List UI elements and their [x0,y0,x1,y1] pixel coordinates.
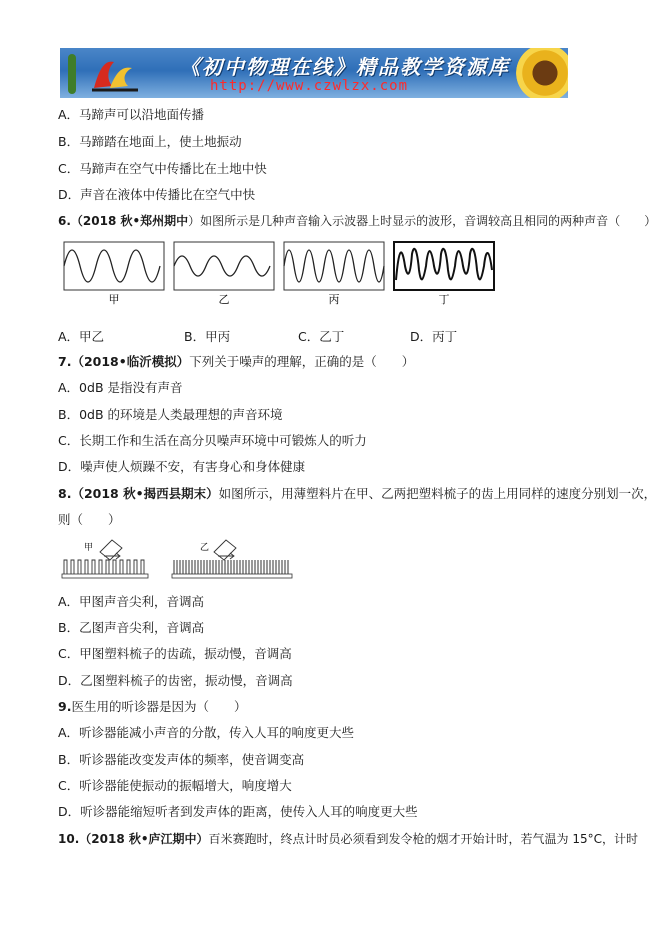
q8-option-a: A．甲图声音尖利，音调高 [58,594,205,609]
q6-source: （2018 秋•郑州期中 [70,214,189,228]
q9-stem: 医生用的听诊器是因为（ ） [71,699,247,714]
q5-option-b: B．马蹄踏在地面上，使土地振动 [58,134,242,149]
q7-number: 7. [58,354,72,369]
sunflower-icon [516,48,568,98]
q9-option-a: A．听诊器能减小声音的分散，传入人耳的响度更大些 [58,725,355,740]
q7-option-b: B．0dB 的环境是人类最理想的声音环境 [58,407,283,422]
q7-option-c: C．长期工作和生活在高分贝噪声环境中可锻炼人的听力 [58,433,367,448]
q10-question [58,831,638,847]
q5-option-a: A．马蹄声可以沿地面传播 [58,107,205,122]
comb-yi [172,540,292,578]
waveform-box-jia [64,242,164,290]
banner-url[interactable]: http://www.czwlzx.com [210,78,409,94]
q6-option-a: A．甲乙 [58,329,105,344]
q9-option-c: C．听诊器能使振动的振幅增大，响度增大 [58,778,292,793]
q9-option-b: B．听诊器能改变发声体的频率，使音调变高 [58,752,305,767]
q7-option-a: A．0dB 是指没有声音 [58,380,183,395]
q6-question [58,213,656,229]
q6-paren: （ ） [608,214,657,228]
q10-number: 10. [58,832,80,846]
q8-comb-figure [60,536,300,580]
waveform-ding [396,249,492,280]
waveform-bing [284,250,384,282]
q6-option-d: D．丙丁 [410,329,458,344]
q8-number: 8. [58,486,72,501]
q6-stem: ）如图所示是几种声音输入示波器上时显示的波形，音调较高且相同的两种声音 [188,214,609,228]
q8-option-c: C．甲图塑料梳子的齿疏，振动慢，音调高 [58,646,292,661]
waveform-label-yi: 乙 [218,293,230,306]
q8-stem-continued: 则（ ） [58,512,121,527]
q8-stem: 如图所示，用薄塑料片在甲、乙两把塑料梳子的齿上用同样的速度分别划一次， [218,486,657,501]
q6-options [58,327,457,345]
q10-stem: 百米赛跑时，终点计时员必须看到发令枪的烟才开始计时，若气温为 15°C，计时 [208,832,638,846]
q8-option-d: D．乙图塑料梳子的齿密，振动慢，音调高 [58,673,293,688]
q7-stem: 下列关于噪声的理解，正确的是（ ） [189,354,415,369]
q5-option-c: C．马蹄声在空气中传播比在土地中快 [58,161,267,176]
header-banner [60,48,568,98]
q9-option-d: D．听诊器能缩短听者到发声体的距离，使传入人耳的响度更大些 [58,804,418,819]
waveform-label-ding: 丁 [438,293,450,306]
comb-label-jia: 甲 [84,543,94,553]
q7-source: （2018•临沂模拟） [71,354,190,369]
waveform-jia [64,250,160,282]
comb-jia [62,540,148,578]
q6-option-b: B．甲丙 [184,329,231,344]
banner-title: 《初中物理在线》精品教学资源库 [180,55,510,79]
q8-source: （2018 秋•揭西县期末） [71,486,219,501]
q6-option-c: C．乙丁 [298,329,345,344]
q7-question [58,354,414,370]
comb-label-yi: 乙 [200,543,210,553]
q8-option-b: B．乙图声音尖利，音调高 [58,620,205,635]
site-logo-icon [88,56,148,92]
q9-question [58,699,246,715]
q6-waveform-figure [62,240,502,306]
waveform-label-bing: 丙 [328,293,340,306]
q7-option-d: D．噪声使人烦躁不安，有害身心和身体健康 [58,459,306,474]
q8-question [58,486,656,502]
q10-source: （2018 秋•庐江期中） [79,832,209,846]
waveform-label-jia: 甲 [108,293,120,306]
waveform-yi [174,256,270,276]
flower-stem-decoration [68,54,76,94]
q6-number: 6. [58,214,71,228]
waveform-box-yi [174,242,274,290]
q9-number: 9. [58,699,72,714]
q5-option-d: D．声音在液体中传播比在空气中快 [58,187,256,202]
